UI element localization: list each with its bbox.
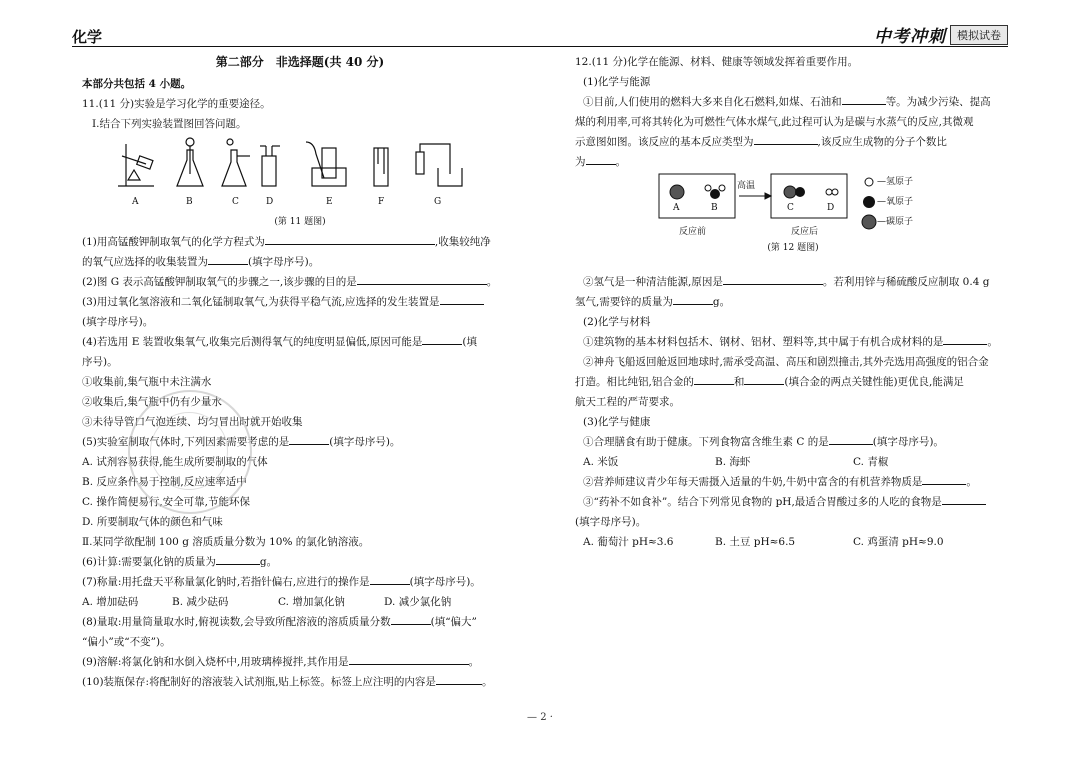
q11-4-option: ③未待导管口气泡连续、均匀冒出时就开始收集 [82, 416, 303, 428]
q12-1-2-line2: 氢气,需要锌的质量为 g。 [575, 292, 1011, 312]
q12-1-1-line3: 示意图如图。该反应的基本反应类型为 ,该反应生成物的分子个数比 [575, 132, 1011, 152]
figure-11-caption: (第 11 题图) [274, 217, 326, 227]
answer-blank[interactable] [754, 132, 818, 145]
after-label: 反应后 [791, 227, 819, 237]
page-number: — 2 · [527, 712, 553, 723]
legend-oxygen: —氧原子 [877, 197, 914, 207]
answer-blank[interactable] [265, 232, 435, 245]
q11-4-option: ②收集后,集气瓶中仍有少量水 [82, 396, 222, 408]
option-a: A. 增加砝码 [82, 596, 139, 608]
q11-5-option: C. 操作简便易行,安全可靠,节能环保 [82, 496, 251, 508]
answer-blank[interactable] [943, 332, 987, 345]
q11-4-line2: 序号)。 [82, 356, 118, 368]
label-f: F [378, 197, 385, 207]
legend-hydrogen: —氢原子 [877, 177, 914, 187]
reaction-figure [575, 172, 1011, 272]
answer-blank[interactable] [208, 252, 248, 265]
answer-blank[interactable] [440, 292, 484, 305]
option-a: A. 米饭 [583, 456, 619, 468]
option-b: B. 海虾 [715, 456, 751, 468]
answer-blank[interactable] [436, 672, 482, 685]
q12-3-3-line1: ③“药补不如食补”。结合下列常见食物的 pH,最适合胃酸过多的人吃的食物是 [575, 492, 1011, 512]
answer-blank[interactable] [942, 492, 986, 505]
q12-3-3-line2: (填字母序号)。 [575, 516, 647, 528]
subject-title: 化学 [72, 28, 103, 46]
brand-header [870, 22, 1008, 47]
q12-2-2-line1: ②神舟飞船返回舱返回地球时,需承受高温、高压和剧烈撞击,其外壳选用高强度的铝合金 [583, 356, 989, 368]
answer-blank[interactable] [357, 272, 487, 285]
label-a: A [132, 197, 139, 207]
option-c: C. 青椒 [853, 456, 889, 468]
question-12: 12.(11 分)化学在能源、材料、健康等领域发挥着重要作用。 [575, 56, 859, 68]
answer-blank[interactable] [694, 372, 734, 385]
q12-section-1: (1)化学与能源 [583, 76, 651, 88]
q12-2-2-line3: 航天工程的严苛要求。 [575, 396, 680, 408]
q11-1-line2: 的氧气应选择的收集装置为 (填字母序号)。 [82, 252, 518, 272]
apparatus-labels [82, 192, 518, 206]
q11-9: (9)溶解:将氯化钠和水倒入烧杯中,用玻璃棒搅拌,其作用是 。 [82, 652, 518, 672]
q11-5-option: A. 试剂容易获得,能生成所要制取的气体 [82, 456, 268, 468]
label-e: E [326, 197, 333, 207]
answer-blank[interactable] [829, 432, 873, 445]
header-rule [72, 46, 1008, 47]
q12-3-1-options [575, 452, 1011, 472]
figure-12-caption: (第 12 题图) [767, 243, 819, 253]
q11-7: (7)称量:用托盘天平称量氯化钠时,若指针偏右,应进行的操作是 (填字母序号)。 [82, 572, 518, 592]
option-c: C. 增加氯化钠 [278, 596, 345, 608]
watermark-stamp [128, 390, 252, 514]
before-label: 反应前 [679, 227, 707, 237]
letter-b: B [711, 203, 718, 213]
answer-blank[interactable] [391, 612, 431, 625]
q12-1-1-line2: 煤的利用率,可将其转化为可燃性气体水煤气,此过程可认为是碳与水蒸气的反应,其微观 [575, 116, 974, 128]
q11-3-line2: (填字母序号)。 [82, 316, 154, 328]
q12-2-2-line2: 打造。相比纯铝,铝合金的 和 (填合金的两点关键性能)更优良,能满足 [575, 372, 1011, 392]
q12-3-2: ②营养师建议青少年每天需摄入适量的牛奶,牛奶中富含的有机营养物质是 。 [575, 472, 1011, 492]
q11-8-line2: “偏小”或“不变”)。 [82, 636, 171, 648]
label-b: B [186, 197, 193, 207]
answer-blank[interactable] [216, 552, 260, 565]
q11-5: (5)实验室制取气体时,下列因素需要考虑的是 (填字母序号)。 [82, 432, 518, 452]
option-d: D. 减少氯化钠 [384, 596, 452, 608]
q12-3-3-options [575, 532, 1011, 552]
letter-a: A [673, 203, 680, 213]
answer-blank[interactable] [289, 432, 329, 445]
q12-1-2-line1: ②氢气是一种清洁能源,原因是 。若利用锌与稀硫酸反应制取 0.4 g [575, 272, 1011, 292]
apparatus-diagram [82, 134, 518, 194]
q11-8-line1: (8)量取:用量筒量取水时,俯视读数,会导致所配溶液的溶质质量分数 (填“偏大” [82, 612, 518, 632]
q11-10: (10)装瓶保存:将配制好的溶液装入试剂瓶,贴上标签。标签上应注明的内容是 。 [82, 672, 518, 692]
q11-3-line1: (3)用过氧化氢溶液和二氧化锰制取氧气,为获得平稳气流,应选择的发生装置是 [82, 292, 518, 312]
q11-5-option: D. 所要制取气体的颜色和气味 [82, 516, 223, 528]
option-c: C. 鸡蛋清 pH≈9.0 [853, 536, 944, 548]
option-b: B. 土豆 pH≈6.5 [715, 536, 796, 548]
answer-blank[interactable] [349, 652, 469, 665]
letter-d: D [827, 203, 835, 213]
q11-4-option: ①收集前,集气瓶中未注满水 [82, 376, 212, 388]
q11-5-option: B. 反应条件易于控制,反应速率适中 [82, 476, 247, 488]
option-a: A. 葡萄汁 pH≈3.6 [583, 536, 674, 548]
q12-1-1-line4: 为 。 [575, 152, 1011, 172]
answer-blank[interactable] [723, 272, 823, 285]
q12-2-1: ①建筑物的基本材料包括木、钢材、铝材、塑料等,其中属于有机合成材料的是 。 [575, 332, 1011, 352]
letter-c: C [787, 203, 794, 213]
q11-part-2: Ⅱ.某同学欲配制 100 g 溶质质量分数为 10% 的氯化钠溶液。 [82, 536, 370, 548]
answer-blank[interactable] [673, 292, 713, 305]
option-b: B. 减少砝码 [172, 596, 229, 608]
arrow-label: 高温 [737, 181, 756, 191]
q12-section-2: (2)化学与材料 [583, 316, 651, 328]
brand-logo: 中考冲刺 [874, 27, 946, 47]
label-g: G [434, 197, 442, 207]
brand-tag: 模拟试卷 [950, 25, 1008, 45]
q11-2: (2)图 G 表示高锰酸钾制取氧气的步骤之一,该步骤的目的是 。 [82, 272, 518, 292]
q11-7-options [82, 592, 518, 612]
q12-1-1-line1: ①目前,人们使用的燃料大多来自化石燃料,如煤、石油和 等。为减少污染、提高 [575, 92, 1011, 112]
q11-6: (6)计算:需要氯化钠的质量为 g。 [82, 552, 518, 572]
left-column [82, 52, 518, 692]
apparatus-figure [82, 134, 518, 212]
answer-blank[interactable] [842, 92, 886, 105]
q11-4-line1: (4)若选用 E 装置收集氧气,收集完后测得氧气的纯度明显偏低,原因可能是 (填 [82, 332, 518, 352]
q11-1-line1: (1)用高锰酸钾制取氧气的化学方程式为 ,收集较纯净 [82, 232, 518, 252]
legend-carbon: —碳原子 [877, 217, 914, 227]
answer-blank[interactable] [422, 332, 462, 345]
q12-section-3: (3)化学与健康 [583, 416, 651, 428]
part-note: 本部分共包括 4 小题。 [82, 78, 192, 90]
part-title: 第二部分 非选择题(共 40 分) [215, 55, 385, 69]
answer-blank[interactable] [922, 472, 966, 485]
answer-blank[interactable] [370, 572, 410, 585]
right-column [575, 52, 1011, 552]
answer-blank[interactable] [744, 372, 784, 385]
q11-part-1: Ⅰ.结合下列实验装置图回答问题。 [92, 118, 247, 130]
answer-blank[interactable] [586, 152, 616, 165]
label-d: D [266, 197, 274, 207]
q12-3-1: ①合理膳食有助于健康。下列食物富含维生素 C 的是 (填字母序号)。 [575, 432, 1011, 452]
question-11: 11.(11 分)实验是学习化学的重要途径。 [82, 98, 271, 110]
label-c: C [232, 197, 239, 207]
